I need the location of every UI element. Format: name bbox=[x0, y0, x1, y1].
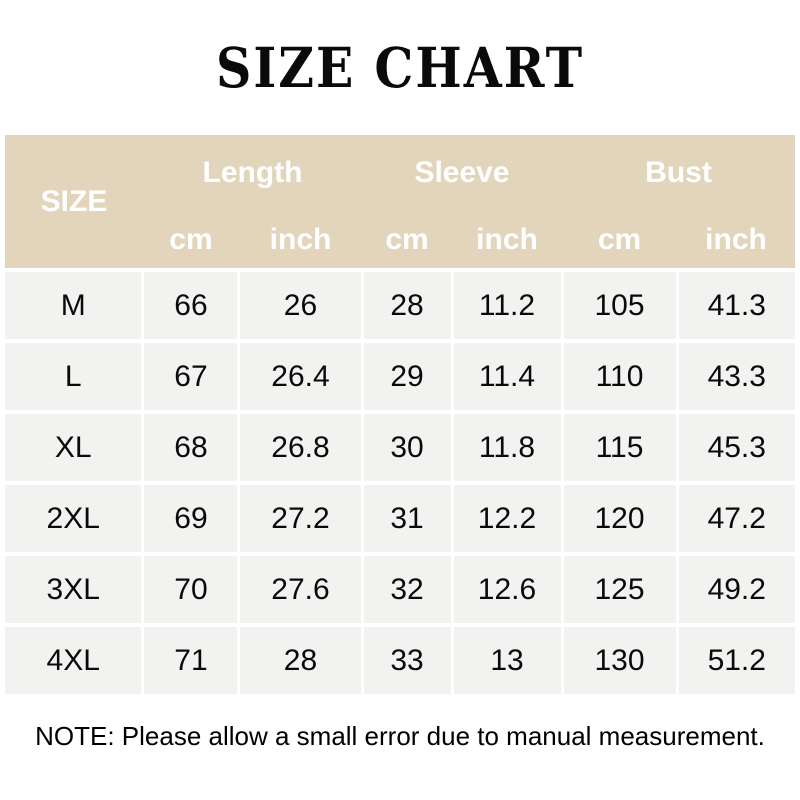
size-cell: XL bbox=[5, 412, 143, 483]
table-body bbox=[5, 270, 795, 694]
group-header-sleeve: Sleeve bbox=[362, 135, 562, 211]
size-chart-table bbox=[5, 135, 795, 694]
value-cell: 11.4 bbox=[452, 341, 562, 412]
value-cell: 26 bbox=[239, 270, 362, 341]
value-cell: 27.2 bbox=[239, 483, 362, 554]
table-row bbox=[5, 554, 795, 625]
value-cell: 70 bbox=[143, 554, 239, 625]
value-cell: 67 bbox=[143, 341, 239, 412]
value-cell: 47.2 bbox=[677, 483, 795, 554]
value-cell: 68 bbox=[143, 412, 239, 483]
unit-header-length-inch: inch bbox=[239, 211, 362, 270]
value-cell: 69 bbox=[143, 483, 239, 554]
size-cell: M bbox=[5, 270, 143, 341]
value-cell: 30 bbox=[362, 412, 452, 483]
value-cell: 105 bbox=[562, 270, 677, 341]
size-cell: 4XL bbox=[5, 625, 143, 694]
table-header bbox=[5, 135, 795, 270]
value-cell: 26.4 bbox=[239, 341, 362, 412]
value-cell: 49.2 bbox=[677, 554, 795, 625]
group-header-bust: Bust bbox=[562, 135, 795, 211]
unit-header-sleeve-inch: inch bbox=[452, 211, 562, 270]
size-cell: 3XL bbox=[5, 554, 143, 625]
table-row bbox=[5, 412, 795, 483]
value-cell: 120 bbox=[562, 483, 677, 554]
measurement-note: NOTE: Please allow a small error due to manual measurement. bbox=[35, 721, 765, 751]
value-cell: 11.2 bbox=[452, 270, 562, 341]
unit-header-bust-cm: cm bbox=[562, 211, 677, 270]
size-column-header: SIZE bbox=[5, 135, 143, 270]
value-cell: 66 bbox=[143, 270, 239, 341]
value-cell: 12.2 bbox=[452, 483, 562, 554]
size-cell: 2XL bbox=[5, 483, 143, 554]
table-row bbox=[5, 341, 795, 412]
value-cell: 45.3 bbox=[677, 412, 795, 483]
unit-header-length-cm: cm bbox=[143, 211, 239, 270]
value-cell: 27.6 bbox=[239, 554, 362, 625]
size-cell: L bbox=[5, 341, 143, 412]
value-cell: 71 bbox=[143, 625, 239, 694]
group-header-length: Length bbox=[143, 135, 362, 211]
group-header-row bbox=[5, 135, 795, 211]
value-cell: 51.2 bbox=[677, 625, 795, 694]
value-cell: 11.8 bbox=[452, 412, 562, 483]
value-cell: 26.8 bbox=[239, 412, 362, 483]
value-cell: 13 bbox=[452, 625, 562, 694]
unit-header-bust-inch: inch bbox=[677, 211, 795, 270]
value-cell: 125 bbox=[562, 554, 677, 625]
value-cell: 43.3 bbox=[677, 341, 795, 412]
unit-header-sleeve-cm: cm bbox=[362, 211, 452, 270]
table-row bbox=[5, 483, 795, 554]
value-cell: 41.3 bbox=[677, 270, 795, 341]
value-cell: 12.6 bbox=[452, 554, 562, 625]
note-band bbox=[0, 721, 800, 752]
value-cell: 32 bbox=[362, 554, 452, 625]
value-cell: 28 bbox=[239, 625, 362, 694]
value-cell: 130 bbox=[562, 625, 677, 694]
value-cell: 28 bbox=[362, 270, 452, 341]
page-title: SIZE CHART bbox=[215, 35, 585, 100]
table-row bbox=[5, 270, 795, 341]
value-cell: 33 bbox=[362, 625, 452, 694]
value-cell: 110 bbox=[562, 341, 677, 412]
title-band bbox=[0, 0, 800, 135]
value-cell: 29 bbox=[362, 341, 452, 412]
value-cell: 115 bbox=[562, 412, 677, 483]
table-row bbox=[5, 625, 795, 694]
value-cell: 31 bbox=[362, 483, 452, 554]
